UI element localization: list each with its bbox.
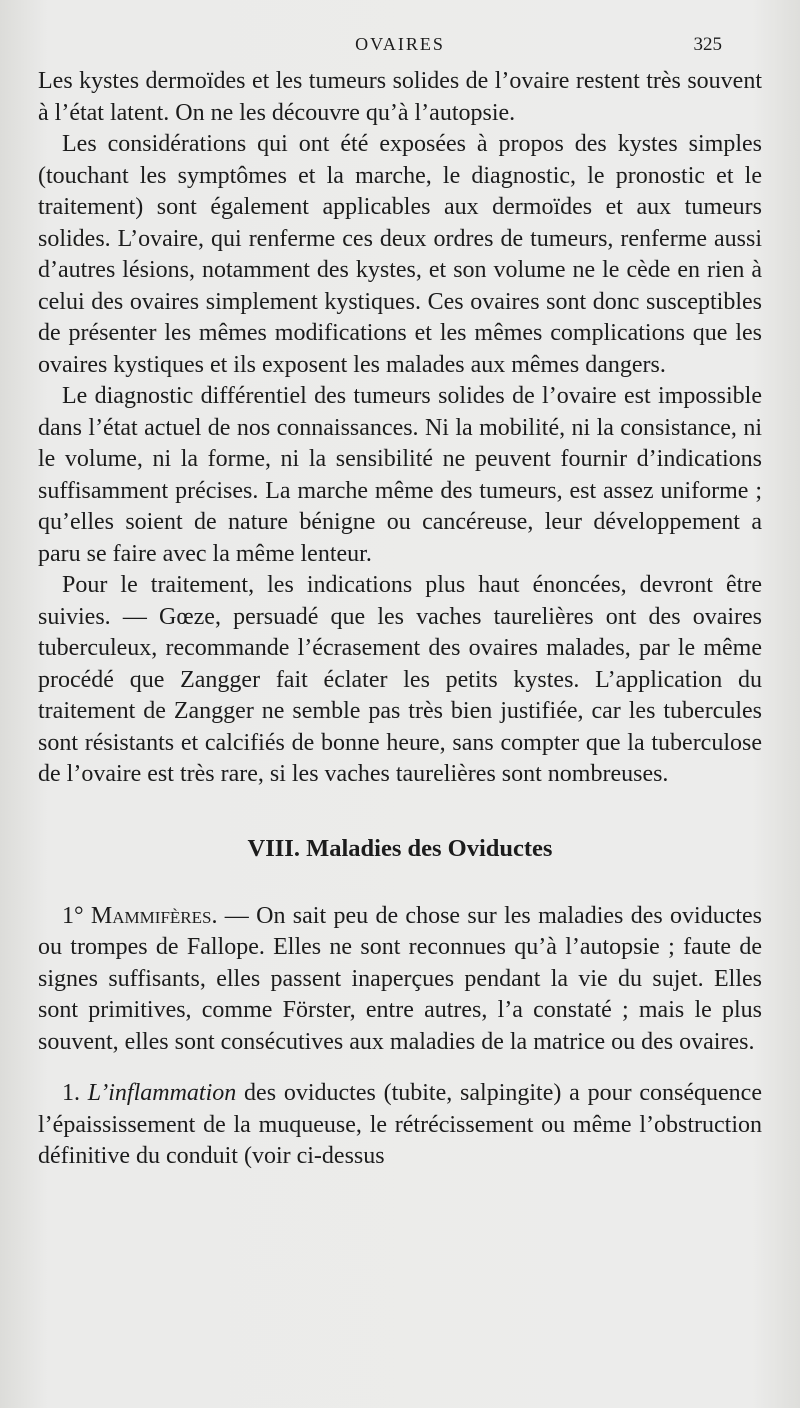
paragraph-gap xyxy=(38,1058,762,1078)
item-term: L’inflammation xyxy=(87,1080,237,1106)
running-header xyxy=(38,26,762,66)
mammiferes-label: 1° Mammifères. xyxy=(62,902,218,929)
body-text xyxy=(38,66,762,1173)
section-heading: VIII. Maladies des Oviductes xyxy=(247,834,553,862)
paragraph-differential-diagnosis: Le diagnostic différentiel des tumeurs solides de l’ovaire est impossible dans l’état actuel de nos connaissances. Ni la mobilité, ni la consistance, ni le volume, ni la forme, ni la sensibilité ne peuvent fournir d’indications suffisamment précises. La marche même des tumeurs, est assez uniforme ; qu’elles soient de nature bénigne ou cancéreuse, leur développement a paru se faire avec la même lenteur. xyxy=(38,383,762,567)
running-title: OVAIRES xyxy=(355,34,445,54)
item-text: des oviductes (tubite, salpingite) a pour conséquence l’épaississement de la muqueuse, le rétrécissement ou même l’obstruction définitive du conduit (voir ci-dessus xyxy=(38,1080,762,1169)
paragraph-considerations: Les considérations qui ont été exposées à propos des kystes simples (touchant les symptômes et la marche, le diagnostic, le pronostic et le traitement) sont également applicables aux dermoïdes et aux tumeurs solides. L’ovaire, qui renferme ces deux ordres de tumeurs, renferme aussi d’autres lésions, notamment des kystes, et son volume ne le cède en rien à celui des ovaires simplement kystiques. Ces ovaires sont donc susceptibles de présenter les mêmes modifications et les mêmes complications que les ovaires kystiques et ils exposent les malades aux mêmes dangers. xyxy=(38,131,762,378)
paragraph-latent-state: Les kystes dermoïdes et les tumeurs solides de l’ovaire restent très souvent à l’état latent. On ne les découvre qu’à l’autopsie. xyxy=(38,68,762,126)
page-number: 325 xyxy=(693,34,722,55)
paragraph-inflammation xyxy=(38,1078,762,1173)
item-number: 1. xyxy=(62,1080,80,1106)
paragraph-mammiferes xyxy=(38,901,762,1059)
mammiferes-text: — On sait peu de chose sur les maladies des oviductes ou trompes de Fallope. Elles ne sont reconnues qu’à l’autopsie ; faute de signes suffisants, elles passent inaperçues pendant la vie du sujet. Elles sont primitives, comme Förster, entre autres, l’a constaté ; mais le plus souvent, elles sont consécutives aux maladies de la matrice ou des ovaires. xyxy=(38,902,763,1055)
paragraph-treatment: Pour le traitement, les indications plus haut énoncées, devront être suivies. — Gœze, persuadé que les vaches taurelières ont des ovaires tuberculeux, recommande l’écrasement des ovaires malades, par le même procédé que Zangger fait éclater les petits kystes. L’application du traitement de Zangger ne semble pas très bien justifiée, car les tubercules sont résistants et calcifiés de bonne heure, sans compter que la tuberculose de l’ovaire est très rare, si les vaches taurelières sont nombreuses. xyxy=(38,572,762,787)
